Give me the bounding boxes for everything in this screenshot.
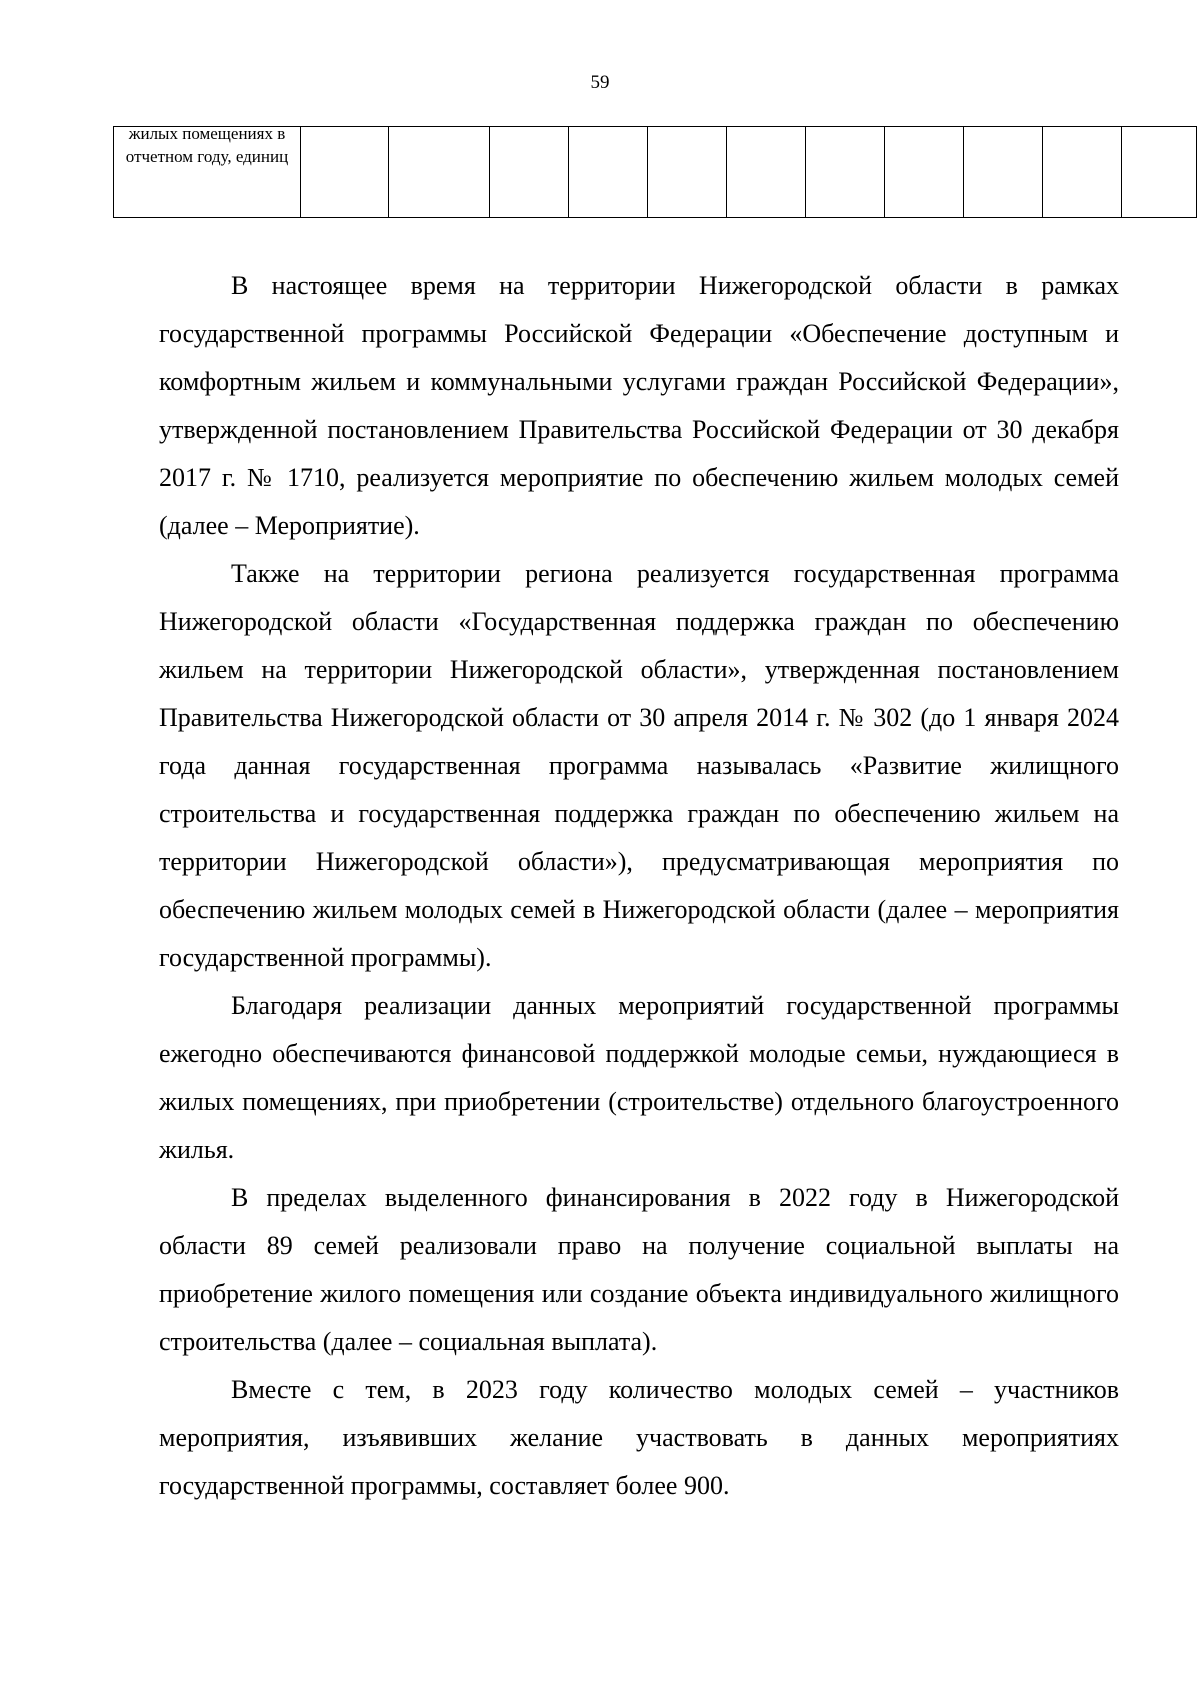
table-cell: [1122, 127, 1197, 218]
table-cell: [727, 127, 806, 218]
table-cell: [806, 127, 885, 218]
table-cell-indicator: [114, 124, 301, 218]
table-cell-text: жилых помещениях в отчетном году, единиц: [125, 124, 289, 166]
paragraph-2: Также на территории региона реализуется государственная программа Нижегородской области «Государственная поддержка граждан по обеспечению жильем на территории Нижегородской области», утвержденная постановлением Правительства Нижегородской области от 30 апреля 2014 г. № 302 (до 1 января 2024 года данная государственная программа называлась «Развитие жилищного строительства и государственная поддержка граждан по обеспечению жильем на территории Нижегородской области»), предусматривающая мероприятия по обеспечению жильем молодых семей в Нижегородской области (далее – мероприятия государственной программы).: [159, 559, 1119, 972]
paragraph-3: Благодаря реализации данных мероприятий государственной программы ежегодно обеспечиваются финансовой поддержкой молодые семьи, нуждающиеся в жилых помещениях, при приобретении (строительстве) отдельного благоустроенного жилья.: [159, 991, 1119, 1164]
table-cell: [301, 127, 389, 218]
data-table-fragment: [113, 126, 1197, 218]
table-cell: [569, 127, 648, 218]
paragraph-1: В настоящее время на территории Нижегородской области в рамках государственной программы Российской Федерации «Обеспечение доступным и комфортным жильем и коммунальными услугами граждан Российской Федерации», утвержденной постановлением Правительства Российской Федерации от 30 декабря 2017 г. № 1710, реализуется мероприятие по обеспечению жильем молодых семей (далее – Мероприятие).: [159, 271, 1119, 540]
document-body: [159, 262, 1119, 1510]
table-cell: [490, 127, 569, 218]
table-cell: [648, 127, 727, 218]
table-row: [114, 127, 1197, 218]
paragraph-4: В пределах выделенного финансирования в 2022 году в Нижегородской области 89 семей реализовали право на получение социальной выплаты на приобретение жилого помещения или создание объекта индивидуального жилищного строительства (далее – социальная выплата).: [159, 1183, 1119, 1356]
table-cell: [1043, 127, 1122, 218]
page-number: 59: [590, 72, 610, 93]
table-cell: [389, 127, 490, 218]
paragraph-5: Вместе с тем, в 2023 году количество молодых семей – участников мероприятия, изъявивших желание участвовать в данных мероприятиях государственной программы, составляет более 900.: [159, 1375, 1119, 1500]
table-cell: [885, 127, 964, 218]
table-cell: [964, 127, 1043, 218]
